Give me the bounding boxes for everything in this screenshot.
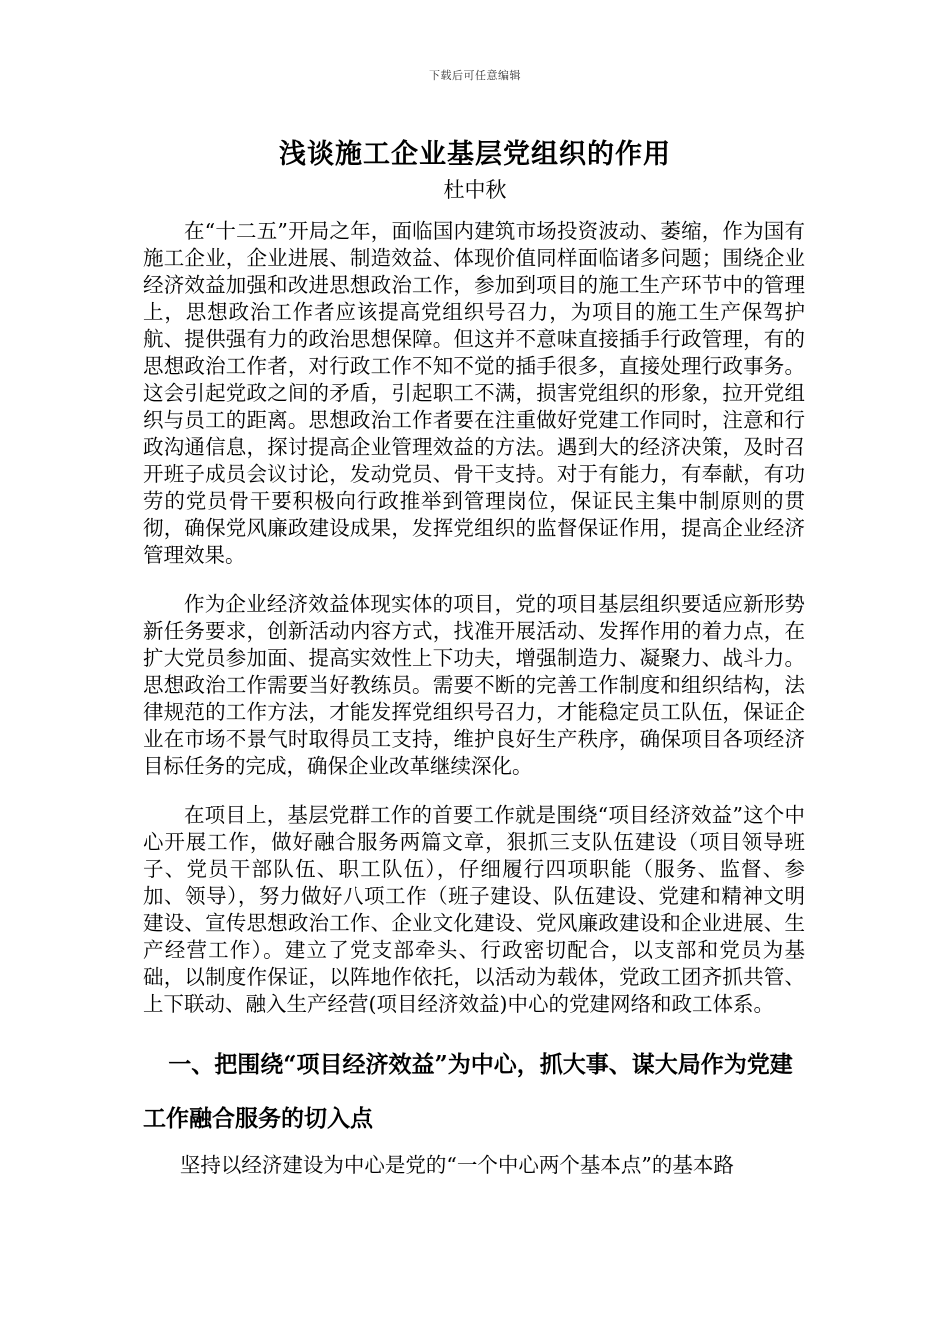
article-title: 浅谈施工企业基层党组织的作用 — [279, 139, 671, 170]
article-author: 杜中秋 — [443, 178, 507, 202]
paragraph-2: 作为企业经济效益体现实体的项目，党的项目基层组织要适应新形势新任务要求，创新活动内容方式，找准开展活动、发挥作用的着力点，在扩大党员参加面、提高实效性上下功夫，增强制造力、凝聚力、战斗力。思想政治工作需要当好教练员。需要不断的完善工作制度和组织结构，法律规范的工作方法，才能发挥党组织号召力，才能稳定员工队伍，保证企业在市场不景气时取得员工支持，维护良好生产秩序，确保项目各项经济目标任务的完成，确保企业改革继续深化。 — [143, 592, 805, 778]
section-heading: 一、把围绕“项目经济效益”为中心，抓大事、谋大局作为党建工作融合服务的切入点 — [143, 1051, 793, 1132]
header-note: 下载后可任意编辑 — [429, 69, 521, 82]
paragraph-3: 在项目上，基层党群工作的首要工作就是围绕“项目经济效益”这个中心开展工作，做好融合服务两篇文章，狠抓三支队伍建设（项目领导班子、党员干部队伍、职工队伍），仔细履行四项职能（服务、监督、参加、领导），努力做好八项工作（班子建设、队伍建设、党建和精神文明建设、宣传思想政治工作、企业文化建设、党风廉政建设和企业进展、生产经营工作）。建立了党支部牵头、行政密切配合，以支部和党员为基础，以制度作保证，以阵地作依托，以活动为载体，党政工团齐抓共管、上下联动、融入生产经营(项目经济效益)中心的党建网络和政工体系。 — [143, 803, 805, 1016]
paragraph-4: 坚持以经济建设为中心是党的“一个中心两个基本点”的基本路 — [179, 1153, 734, 1177]
article-body — [143, 218, 805, 1201]
paragraph-1: 在“十二五”开局之年，面临国内建筑市场投资波动、萎缩，作为国有施工企业，企业进展、制造效益、体现价值同样面临诸多问题；围绕企业经济效益加强和改进思想政治工作，参加到项目的施工生产环节中的管理上，思想政治工作者应该提高党组织号召力，为项目的施工生产保驾护航、提供强有力的政治思想保障。但这并不意味直接插手行政管理，有的思想政治工作者，对行政工作不知不觉的插手很多，直接处理行政事务。这会引起党政之间的矛盾，引起职工不满，损害党组织的形象，拉开党组织与员工的距离。思想政治工作者要在注重做好党建工作同时，注意和行政沟通信息，探讨提高企业管理效益的方法。遇到大的经济决策，及时召开班子成员会议讨论，发动党员、骨干支持。对于有能力，有奉献，有功劳的党员骨干要积极向行政推举到管理岗位，保证民主集中制原则的贯彻，确保党风廉政建设成果，发挥党组织的监督保证作用，提高企业经济管理效果。 — [143, 219, 805, 567]
